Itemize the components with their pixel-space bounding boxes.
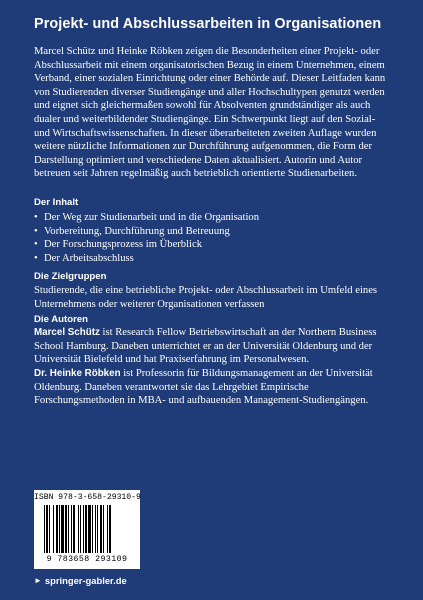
list-item: • Der Forschungsprozess im Überblick <box>34 238 392 252</box>
barcode-digits: 9 783658 293109 <box>46 555 128 564</box>
audience-heading: Die Zielgruppen <box>34 271 107 282</box>
barcode-bar <box>46 505 48 553</box>
barcode-bar <box>80 505 81 553</box>
barcode-bar <box>103 505 104 553</box>
barcode-bar <box>73 505 75 553</box>
author-name-1: Marcel Schütz <box>34 327 100 338</box>
barcode-bar <box>49 505 50 553</box>
intro-paragraph: Marcel Schütz und Heinke Röbken zeigen die Besonderheiten einer Projekt- oder Abschlussarbeit mit einem organisatorischen Bezug in einem Unternehmen, einem Verband, einer sozialen Einrichtung oder einer Behörde auf. Dieser Leitfaden kann von Studierenden diverser Studiengänge und aller Hochschultypen genutzt werden und eignet sich gleichermaßen sowohl für Absolventen grundständiger als auch dualer und weiterbildender Studiengänge. Ein Schwerpunkt liegt auf den Sozial- und Wirtschaftswissenschaften. In dieser überarbeiteten zweiten Auflage wurden weitere nützliche Informationen zur Durchführung aufgenommen, die Form der Darstellung optimiert und verschiedene Daten aktualisiert. Autorin und Autor betreuen seit Jahren regelmäßig auch betrieblich orientierte Studienarbeiten. <box>34 46 386 180</box>
isbn-label: ISBN 978-3-658-29310-9 <box>34 493 141 502</box>
author-name-2: Dr. Heinke Röbken <box>34 368 121 379</box>
author-text-2: ist Professorin für Bildungsmanagement an der Universität Oldenburg. Daneben verantwortet sie das Lehrgebiet Empirische Forschungsmethoden in MBA- und aufbauenden Management-Studiengängen. <box>34 368 373 407</box>
author-bio-1 <box>34 326 394 367</box>
barcode-bar <box>85 505 87 553</box>
list-item: • Der Arbeitsabschluss <box>34 252 392 266</box>
arrow-right-icon: ► <box>34 576 42 585</box>
barcode-bar <box>53 505 54 553</box>
audience-text: Studierende, die eine betriebliche Projekt- oder Abschlussarbeit im Umfeld eines Unternehmens oder weiterer Organisationen verfassen <box>34 285 378 310</box>
barcode-bar <box>59 505 60 553</box>
contents-list <box>34 211 392 265</box>
barcode-bar <box>56 505 58 553</box>
author-bio-2 <box>34 367 394 408</box>
barcode-bar <box>61 505 64 553</box>
website-link[interactable] <box>34 575 127 586</box>
barcode <box>34 490 140 569</box>
barcode-bars <box>44 505 130 553</box>
website-text: springer-gabler.de <box>44 575 127 586</box>
barcode-bar <box>65 505 67 553</box>
book-title: Projekt- und Abschlussarbeiten in Organisationen <box>34 16 382 32</box>
barcode-bar <box>44 505 45 553</box>
contents-heading: Der Inhalt <box>34 197 79 208</box>
barcode-bar <box>100 505 102 553</box>
barcode-bar <box>109 505 111 553</box>
barcode-bar <box>107 505 108 553</box>
barcode-bar <box>68 505 69 553</box>
barcode-bar <box>83 505 84 553</box>
barcode-bar <box>97 505 98 553</box>
barcode-bar <box>78 505 79 553</box>
barcode-bar <box>95 505 96 553</box>
author-text-1: ist Research Fellow Betriebswirtschaft an der Northern Business School Hamburg. Daneben unterrichtet er an der Universität Oldenburg und der Universität Bielefeld und hat Praxiserfahrung im Personalwesen. <box>34 327 377 366</box>
barcode-bar <box>92 505 93 553</box>
list-item: • Vorbereitung, Durchführung und Betreuung <box>34 225 392 239</box>
barcode-bar <box>71 505 72 553</box>
barcode-bar <box>88 505 91 553</box>
list-item: • Der Weg zur Studienarbeit und in die Organisation <box>34 211 392 225</box>
authors-heading: Die Autoren <box>34 314 89 325</box>
